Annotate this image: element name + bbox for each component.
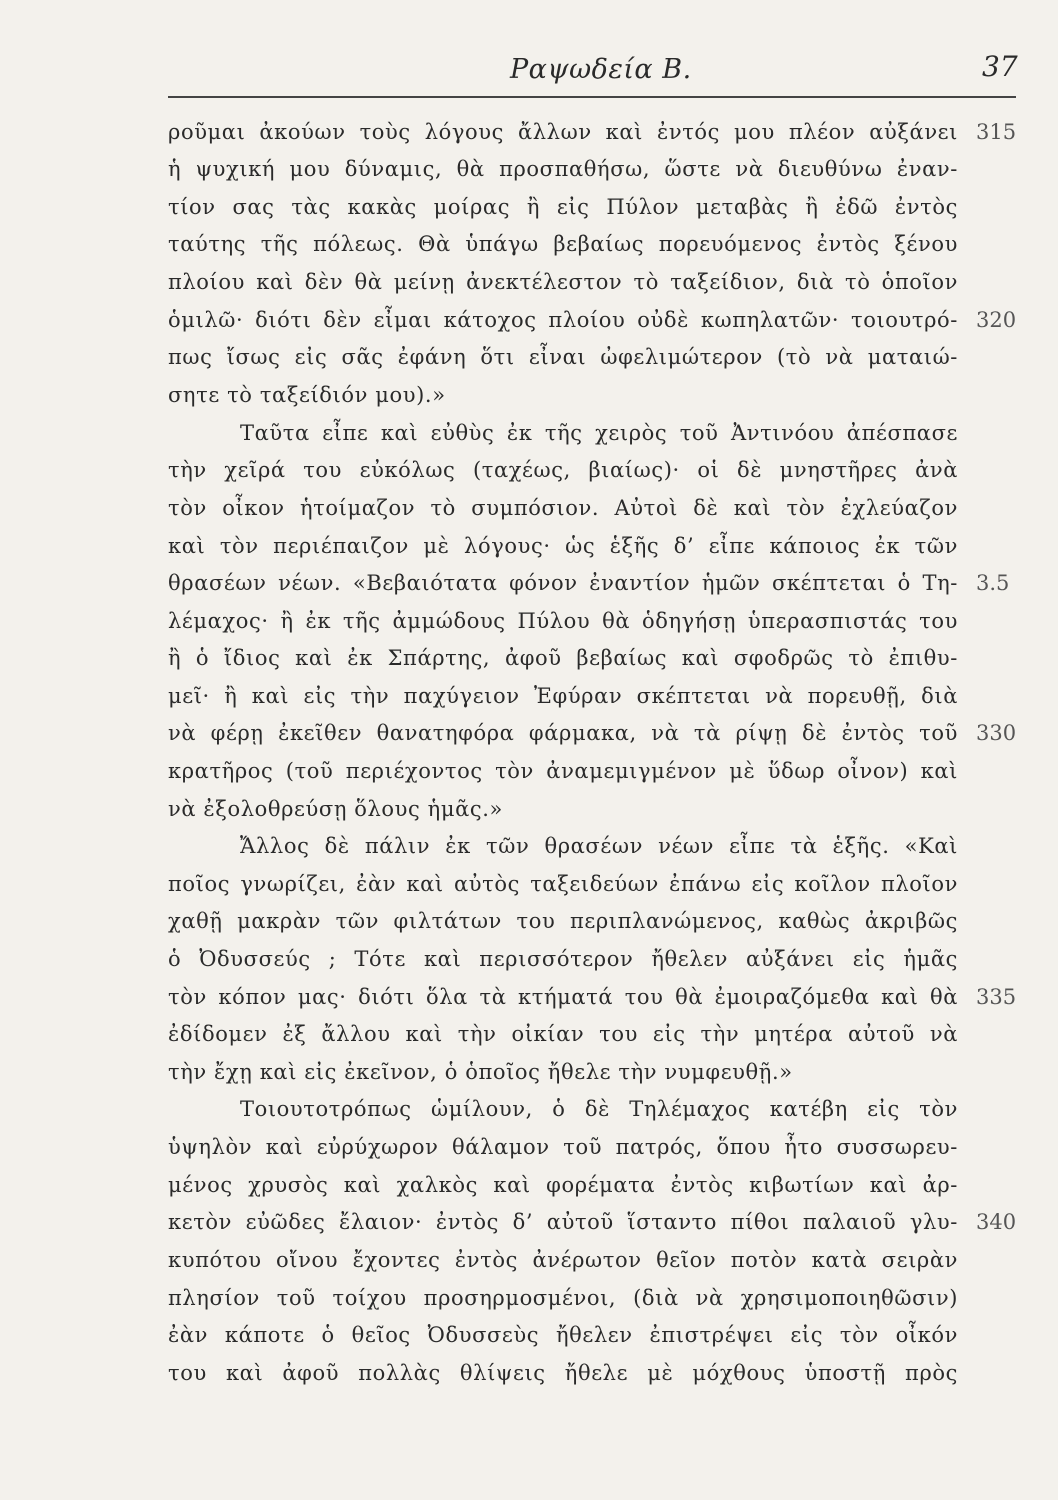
- text-line: Ἄλλος δὲ πάλιν ἐκ τῶν θρασέων νέων εἶπε τὰ ἑξῆς. «Καὶ: [240, 834, 958, 858]
- text-line: ὁμιλῶ· διότι δὲν εἶμαι κάτοχος πλοίου οὐδὲ κωπηλατῶν· τοιουτρό-: [168, 308, 958, 332]
- text-line: ὁ Ὀδυσσεύς ; Τότε καὶ περισσότερον ἤθελεν αὐξάνει εἰς ἡμᾶς: [168, 947, 958, 971]
- text-line: κετὸν εὐῶδες ἔλαιον· ἐντὸς δ’ αὐτοῦ ἵσταντο πίθοι παλαιοῦ γλυ-: [168, 1210, 958, 1234]
- text-line: κυπότου οἴνου ἔχοντες ἐντὸς ἀνέρωτον θεῖον ποτὸν κατὰ σειρὰν: [168, 1248, 958, 1272]
- header-rule: [168, 96, 1016, 98]
- text-line: τὸν οἶκον ἡτοίμαζον τὸ συμπόσιον. Αὐτοὶ δὲ καὶ τὸν ἐχλεύαζον: [168, 496, 958, 520]
- text-line: πλοίου καὶ δὲν θὰ μείνῃ ἀνεκτέλεστον τὸ ταξείδιον, διὰ τὸ ὁποῖον: [168, 270, 958, 294]
- text-line: νὰ φέρῃ ἐκεῖθεν θανατηφόρα φάρμακα, νὰ τὰ ρίψῃ δὲ ἐντὸς τοῦ: [168, 721, 958, 745]
- text-line: πλησίον τοῦ τοίχου προσηρμοσμένοι, (διὰ νὰ χρησιμοποιηθῶσιν): [168, 1286, 958, 1310]
- verse-number: 315: [976, 120, 1017, 144]
- text-line: του καὶ ἀφοῦ πολλὰς θλίψεις ἤθελε μὲ μόχθους ὑποστῇ πρὸς: [168, 1361, 958, 1385]
- text-line: κρατῆρος (τοῦ περιέχοντος τὸν ἀναμεμιγμένον μὲ ὕδωρ οἶνον) καὶ: [168, 759, 958, 783]
- verse-number: 320: [976, 308, 1017, 332]
- text-line: νὰ ἐξολοθρεύσῃ ὅλους ἡμᾶς.»: [168, 797, 503, 821]
- text-line: τὴν ἔχῃ καὶ εἰς ἐκεῖνον, ὁ ὁποῖος ἤθελε τὴν νυμφευθῇ.»: [168, 1060, 793, 1084]
- text-line: μεῖ· ἢ καὶ εἰς τὴν παχύγειον Ἐφύραν σκέπτεται νὰ πορευθῇ, διὰ: [168, 684, 958, 708]
- text-line: ποῖος γνωρίζει, ἐὰν καὶ αὐτὸς ταξειδεύων ἐπάνω εἰς κοῖλον πλοῖον: [168, 872, 958, 896]
- text-line: χαθῇ μακρὰν τῶν φιλτάτων του περιπλανώμενος, καθὼς ἀκριβῶς: [168, 909, 958, 933]
- text-line: θρασέων νέων. «Βεβαιότατα φόνον ἐναντίον ἡμῶν σκέπτεται ὁ Τη-: [168, 571, 958, 595]
- text-line: λέμαχος· ἢ ἐκ τῆς ἀμμώδους Πύλου θὰ ὁδηγήσῃ ὑπερασπιστάς του: [168, 609, 958, 633]
- text-line: ροῦμαι ἀκούων τοὺς λόγους ἄλλων καὶ ἐντός μου πλέον αὐξάνει: [168, 120, 958, 144]
- text-line: ἐὰν κάποτε ὁ θεῖος Ὀδυσσεὺς ἤθελεν ἐπιστρέψει εἰς τὸν οἶκόν: [168, 1323, 958, 1347]
- text-line: καὶ τὸν περιέπαιζον μὲ λόγους· ὡς ἑξῆς δ’ εἶπε κάποιος ἐκ τῶν: [168, 534, 958, 558]
- text-line: μένος χρυσὸς καὶ χαλκὸς καὶ φορέματα ἐντὸς κιβωτίων καὶ ἀρ-: [168, 1173, 958, 1197]
- verse-number: 340: [976, 1210, 1017, 1234]
- chapter-title: Ραψωδεία Β.: [510, 54, 692, 85]
- verse-number: 335: [976, 985, 1017, 1009]
- verse-number: 3.5: [976, 571, 1010, 595]
- verse-number: 330: [976, 721, 1017, 745]
- text-line: ἡ ψυχική μου δύναμις, θὰ προσπαθήσω, ὥστε νὰ διευθύνω ἐναν-: [168, 157, 958, 181]
- text-line: τὸν κόπον μας· διότι ὅλα τὰ κτήματά του θὰ ἐμοιραζόμεθα καὶ θὰ: [168, 985, 958, 1009]
- text-line: ὑψηλὸν καὶ εὐρύχωρον θάλαμον τοῦ πατρός, ὅπου ἦτο συσσωρευ-: [168, 1135, 958, 1159]
- page-number: 37: [982, 50, 1018, 83]
- text-line: τὴν χεῖρά του εὐκόλως (ταχέως, βιαίως)· οἱ δὲ μνηστῆρες ἀνὰ: [168, 458, 958, 482]
- text-line: σητε τὸ ταξείδιόν μου).»: [168, 383, 446, 407]
- text-line: ἐδίδομεν ἐξ ἄλλου καὶ τὴν οἰκίαν του εἰς τὴν μητέρα αὐτοῦ νὰ: [168, 1022, 958, 1046]
- text-line: Ταῦτα εἶπε καὶ εὐθὺς ἐκ τῆς χειρὸς τοῦ Ἀντινόου ἀπέσπασε: [240, 421, 958, 445]
- text-line: τίον σας τὰς κακὰς μοίρας ἢ εἰς Πύλον μεταβὰς ἢ ἐδῶ ἐντὸς: [168, 195, 958, 219]
- text-line: ἢ ὁ ἴδιος καὶ ἐκ Σπάρτης, ἀφοῦ βεβαίως καὶ σφοδρῶς τὸ ἐπιθυ-: [168, 646, 958, 670]
- text-line: Τοιουτοτρόπως ὡμίλουν, ὁ δὲ Τηλέμαχος κατέβη εἰς τὸν: [240, 1097, 958, 1121]
- text-line: ταύτης τῆς πόλεως. Θὰ ὑπάγω βεβαίως πορευόμενος ἐντὸς ξένου: [168, 232, 958, 256]
- text-line: πως ἴσως εἰς σᾶς ἐφάνη ὅτι εἶναι ὠφελιμώτερον (τὸ νὰ ματαιώ-: [168, 345, 958, 369]
